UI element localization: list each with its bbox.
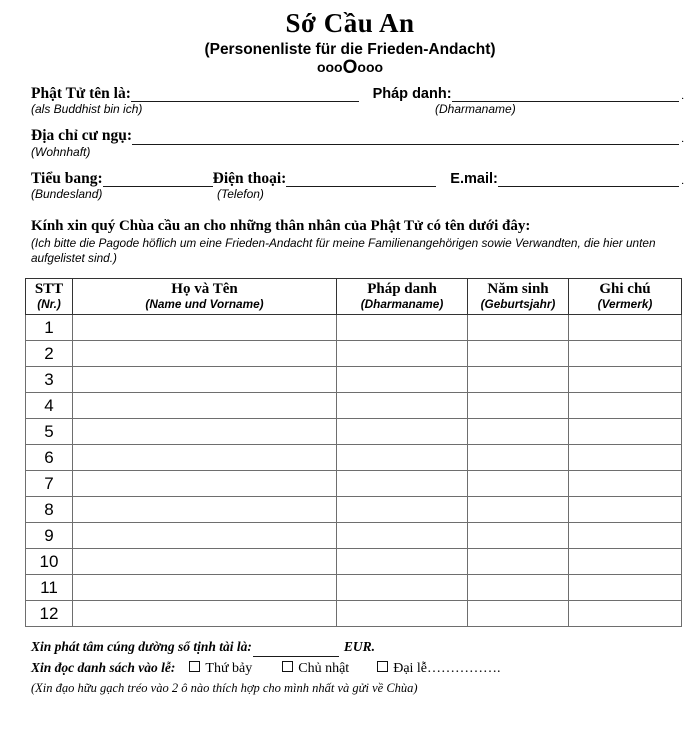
readlist-label: Xin đọc danh sách vào lễ:	[31, 659, 176, 675]
cell-dharma[interactable]	[337, 393, 468, 419]
option-sunday[interactable]	[282, 660, 349, 679]
line-end-dot: .	[681, 132, 684, 145]
form-subrow-address	[31, 145, 684, 160]
cell-row-number: 2	[26, 341, 73, 367]
page-title: Sớ Cầu An	[285, 8, 415, 38]
readlist-line	[31, 659, 684, 679]
line-end-dot: .	[681, 174, 684, 187]
cell-row-number: 3	[26, 367, 73, 393]
cell-dharma[interactable]	[337, 315, 468, 341]
state-sublabel: (Bundesland)	[31, 186, 103, 201]
cell-dharma[interactable]	[337, 471, 468, 497]
cell-remark[interactable]	[569, 471, 682, 497]
option-saturday-label: Thứ bảy	[205, 660, 253, 676]
cell-name[interactable]	[73, 393, 337, 419]
table-row	[26, 549, 682, 575]
table-body	[26, 315, 682, 627]
column-header-remark-vn: Ghi chú	[599, 281, 651, 298]
applicant-form	[31, 85, 684, 202]
cell-dharma[interactable]	[337, 445, 468, 471]
column-header-stt	[26, 279, 73, 315]
column-header-remark-de: (Vermerk)	[597, 296, 653, 311]
donation-amount-input[interactable]	[253, 643, 339, 657]
ornament-left: ooo	[316, 59, 343, 76]
column-header-remark	[569, 279, 682, 315]
option-festival-label: Đại lễ	[393, 660, 428, 676]
table-header-row	[26, 279, 682, 315]
column-header-birthyear-de: (Geburtsjahr)	[480, 296, 556, 311]
column-header-stt-de: (Nr.)	[37, 296, 61, 311]
form-subrow-contact	[31, 187, 684, 202]
cell-name[interactable]	[73, 523, 337, 549]
table-row	[26, 601, 682, 627]
page-subtitle: (Personenliste für die Frieden-Andacht)	[204, 41, 496, 59]
cell-name[interactable]	[73, 497, 337, 523]
cell-name[interactable]	[73, 315, 337, 341]
cell-remark[interactable]	[569, 315, 682, 341]
table-row	[26, 523, 682, 549]
footer-note: (Xin đạo hữu gạch tréo vào 2 ô nào thích hợp cho mình nhất và gửi về Chùa)	[31, 680, 418, 695]
line-end-dot: .	[681, 90, 685, 103]
cell-remark[interactable]	[569, 497, 682, 523]
name-label: Phật Tử tên là:	[31, 84, 131, 102]
email-label: E.mail:	[450, 170, 498, 187]
cell-dharma[interactable]	[337, 419, 468, 445]
option-sunday-label: Chủ nhật	[298, 660, 350, 676]
cell-remark[interactable]	[569, 341, 682, 367]
cell-birthyear[interactable]	[468, 341, 569, 367]
instruction-note: (Ich bitte die Pagode höflich um eine Frieden-Andacht für meine Familienangehörigen sowie Verwandten, die hier unten aufgelistet sind.)	[31, 235, 656, 265]
ornament-divider	[0, 57, 700, 79]
state-input[interactable]	[103, 171, 213, 187]
table-row	[26, 445, 682, 471]
phone-input[interactable]	[286, 171, 436, 187]
cell-row-number: 6	[26, 445, 73, 471]
cell-birthyear[interactable]	[468, 497, 569, 523]
table-row	[26, 419, 682, 445]
cell-birthyear[interactable]	[468, 315, 569, 341]
ornament-center: O	[342, 57, 358, 79]
cell-birthyear[interactable]	[468, 445, 569, 471]
table-row	[26, 367, 682, 393]
checkbox-festival[interactable]	[377, 661, 388, 672]
dharma-name-label: Pháp danh:	[372, 85, 452, 102]
column-header-dharma-de: (Dharmaname)	[360, 296, 444, 311]
table-row	[26, 341, 682, 367]
checkbox-sunday[interactable]	[282, 661, 293, 672]
cell-birthyear[interactable]	[468, 575, 569, 601]
spacer	[31, 117, 684, 127]
donation-label: Xin phát tâm cúng dường sổ tịnh tài là:	[31, 639, 252, 655]
instruction-block	[31, 217, 684, 266]
checkbox-saturday[interactable]	[189, 661, 200, 672]
cell-remark[interactable]	[569, 523, 682, 549]
cell-name[interactable]	[73, 601, 337, 627]
ornament-right: ooo	[357, 59, 384, 76]
donation-currency: EUR.	[343, 639, 376, 655]
cell-birthyear[interactable]	[468, 419, 569, 445]
cell-remark[interactable]	[569, 445, 682, 471]
table-row	[26, 315, 682, 341]
cell-dharma[interactable]	[337, 549, 468, 575]
cell-row-number: 4	[26, 393, 73, 419]
column-header-birthyear-vn: Năm sinh	[487, 281, 549, 298]
instruction-heading: Kính xin quý Chùa cầu an cho những thân nhân của Phật Tử có tên dưới đây:	[31, 217, 531, 234]
column-header-dharma	[337, 279, 468, 315]
name-input[interactable]	[131, 86, 359, 102]
cell-birthyear[interactable]	[468, 367, 569, 393]
form-row-name	[31, 85, 684, 102]
cell-row-number: 5	[26, 419, 73, 445]
column-header-name-de: (Name und Vorname)	[145, 296, 264, 311]
cell-row-number: 12	[26, 601, 73, 627]
column-header-name	[73, 279, 337, 315]
cell-name[interactable]	[73, 419, 337, 445]
cell-name[interactable]	[73, 445, 337, 471]
table-row	[26, 497, 682, 523]
column-header-dharma-vn: Pháp danh	[367, 281, 437, 298]
cell-name[interactable]	[73, 575, 337, 601]
form-subrow-name	[31, 102, 684, 117]
form-row-address	[31, 127, 684, 144]
column-header-stt-vn: STT	[34, 281, 64, 298]
option-saturday[interactable]	[189, 660, 252, 679]
column-header-birthyear	[468, 279, 569, 315]
cell-remark[interactable]	[569, 393, 682, 419]
cell-row-number: 9	[26, 523, 73, 549]
cell-name[interactable]	[73, 549, 337, 575]
cell-remark[interactable]	[569, 367, 682, 393]
cell-remark[interactable]	[569, 549, 682, 575]
table-row	[26, 575, 682, 601]
email-input[interactable]	[498, 171, 679, 187]
cell-row-number: 1	[26, 315, 73, 341]
cell-birthyear[interactable]	[468, 523, 569, 549]
cell-birthyear[interactable]	[468, 471, 569, 497]
phone-label: Điện thoại:	[212, 169, 287, 187]
cell-dharma[interactable]	[337, 497, 468, 523]
spacer	[31, 160, 684, 170]
cell-row-number: 7	[26, 471, 73, 497]
cell-remark[interactable]	[569, 419, 682, 445]
cell-birthyear[interactable]	[468, 393, 569, 419]
state-label: Tiểu bang:	[31, 169, 103, 187]
cell-row-number: 10	[26, 549, 73, 575]
form-row-contact	[31, 170, 684, 187]
cell-birthyear[interactable]	[468, 601, 569, 627]
cell-name[interactable]	[73, 367, 337, 393]
donation-line	[31, 638, 684, 656]
cell-dharma[interactable]	[337, 367, 468, 393]
column-header-name-vn: Họ và Tên	[171, 281, 238, 298]
cell-dharma[interactable]	[337, 601, 468, 627]
cell-remark[interactable]	[569, 601, 682, 627]
table-row	[26, 471, 682, 497]
cell-birthyear[interactable]	[468, 549, 569, 575]
cell-remark[interactable]	[569, 575, 682, 601]
cell-row-number: 11	[26, 575, 73, 601]
phone-sublabel: (Telefon)	[217, 186, 264, 201]
cell-dharma[interactable]	[337, 341, 468, 367]
cell-name[interactable]	[73, 471, 337, 497]
dharma-name-input[interactable]	[452, 86, 680, 102]
footer-block	[31, 638, 684, 695]
name-sublabel: (als Buddhist bin ich)	[31, 102, 143, 117]
option-festival[interactable]	[377, 660, 500, 679]
address-label: Địa chỉ cư ngụ:	[31, 127, 133, 145]
person-list-table	[25, 278, 682, 627]
cell-name[interactable]	[73, 341, 337, 367]
dharma-name-sublabel: (Dharmaname)	[435, 102, 516, 117]
cell-dharma[interactable]	[337, 575, 468, 601]
address-input[interactable]	[132, 129, 679, 145]
cell-row-number: 8	[26, 497, 73, 523]
table-row	[26, 393, 682, 419]
address-sublabel: (Wohnhaft)	[31, 144, 91, 159]
option-festival-dots: …………….	[427, 660, 501, 676]
cell-dharma[interactable]	[337, 523, 468, 549]
